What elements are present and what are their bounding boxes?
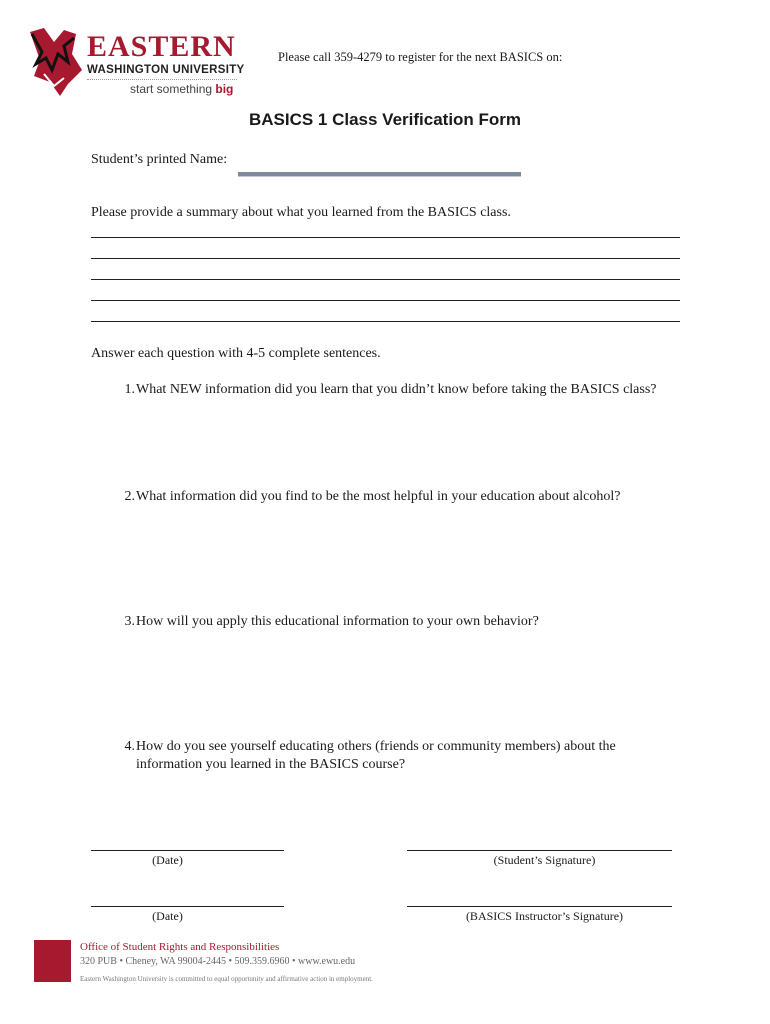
footer-office: Office of Student Rights and Responsibilities xyxy=(80,941,280,953)
summary-line-2[interactable] xyxy=(91,258,680,259)
question-2 xyxy=(91,488,691,506)
student-signature-line[interactable] xyxy=(407,850,672,851)
name-label: Student’s printed Name: xyxy=(91,152,228,167)
summary-prompt: Please provide a summary about what you learned from the BASICS class. xyxy=(91,205,511,220)
question-number: 2. xyxy=(124,489,135,504)
form-title: BASICS 1 Class Verification Form xyxy=(248,110,522,129)
question-4 xyxy=(91,738,691,772)
question-1 xyxy=(91,381,691,399)
summary-line-3[interactable] xyxy=(91,279,680,280)
date-caption-2: (Date) xyxy=(152,909,183,923)
date-caption-1: (Date) xyxy=(152,853,183,867)
question-number: 3. xyxy=(124,614,135,629)
registration-note: Please call 359-4279 to register for the next BASICS on: xyxy=(278,50,563,64)
question-text: How do you see yourself educating others (friends or community members) about the information you learned in the BASICS course? xyxy=(136,739,616,772)
instructions: Answer each question with 4-5 complete sentences. xyxy=(91,346,381,361)
logo-divider xyxy=(87,79,237,80)
question-number: 1. xyxy=(124,382,135,397)
question-text: How will you apply this educational information to your own behavior? xyxy=(136,614,539,629)
tagline-prefix: start something xyxy=(130,82,216,96)
logo-subtitle: WASHINGTON UNIVERSITY xyxy=(87,64,245,76)
question-3 xyxy=(91,613,691,631)
date-line-1[interactable] xyxy=(91,850,284,851)
student-signature-caption: (Student’s Signature) xyxy=(493,853,596,867)
logo-tagline xyxy=(130,82,233,96)
question-text: What NEW information did you learn that you didn’t know before taking the BASICS class? xyxy=(136,382,657,397)
date-line-2[interactable] xyxy=(91,906,284,907)
question-number: 4. xyxy=(124,739,135,754)
summary-line-4[interactable] xyxy=(91,300,680,301)
question-text: What information did you find to be the most helpful in your education about alcohol? xyxy=(136,489,621,504)
footer-eeo-statement: Eastern Washington University is committed to equal opportunity and affirmative action in employment. xyxy=(80,975,373,983)
tagline-emphasis: big xyxy=(215,82,234,96)
instructor-signature-line[interactable] xyxy=(407,906,672,907)
footer-address: 320 PUB • Cheney, WA 99004-2445 • 509.359.6960 • www.ewu.edu xyxy=(80,956,356,967)
summary-line-5[interactable] xyxy=(91,321,680,322)
footer-brand-block xyxy=(34,940,71,982)
summary-line-1[interactable] xyxy=(91,237,680,238)
logo-wordmark: EASTERN xyxy=(87,30,236,63)
name-field[interactable] xyxy=(238,172,521,177)
instructor-signature-caption: (BASICS Instructor’s Signature) xyxy=(465,909,624,923)
